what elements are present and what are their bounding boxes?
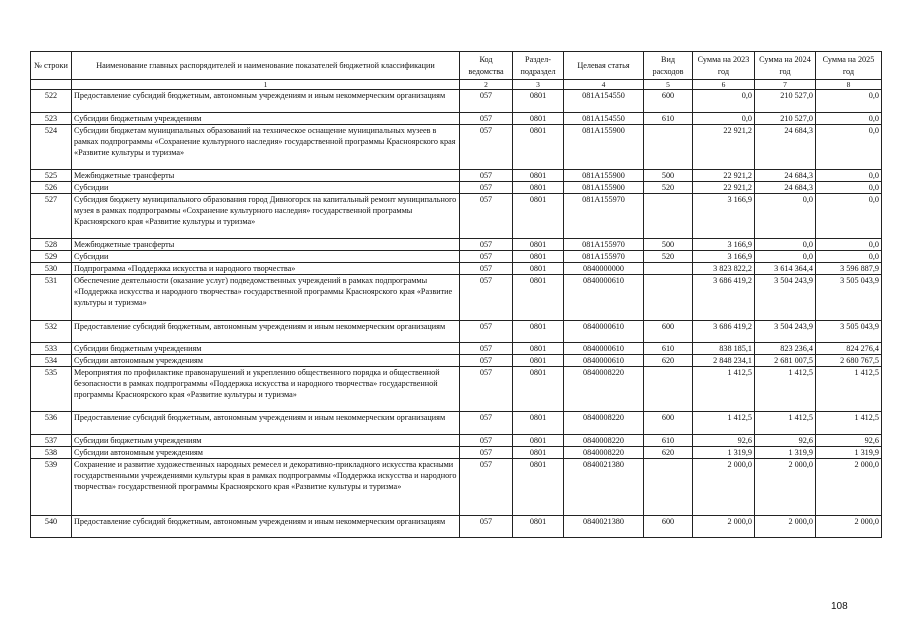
column-number: 5: [644, 80, 693, 90]
table-row: [31, 112, 882, 124]
row-target: 0840000610: [564, 343, 644, 355]
row-sum-2024: 24 684,3: [755, 124, 816, 169]
row-sum-2023: 3 166,9: [693, 251, 755, 263]
row-sum-2023: 3 686 419,2: [693, 275, 755, 320]
row-name: Субсидии автономным учреждениям: [72, 447, 460, 459]
row-sum-2024: 1 319,9: [755, 447, 816, 459]
table-header: [31, 52, 882, 90]
table-row: [31, 90, 882, 113]
row-target: 0840000610: [564, 275, 644, 320]
row-target: 081A155970: [564, 239, 644, 251]
row-dept-code: 057: [460, 251, 513, 263]
column-number: 8: [816, 80, 882, 90]
row-exp-type: 620: [644, 355, 693, 367]
row-target: 0840021380: [564, 515, 644, 538]
row-sum-2023: 2 000,0: [693, 459, 755, 516]
row-sum-2024: 210 527,0: [755, 90, 816, 113]
row-number: 524: [31, 124, 72, 169]
row-exp-type: 610: [644, 435, 693, 447]
column-number: 1: [72, 80, 460, 90]
table-row: [31, 193, 882, 238]
row-sum-2025: 3 505 043,9: [816, 320, 882, 343]
table-row: [31, 251, 882, 263]
row-number: 537: [31, 435, 72, 447]
row-name: Обеспечение деятельности (оказание услуг) подведомственных учреждений в рамках подпрограммы «Поддержка искусства и народного творчества» государственной программы Красноярского края «Развитие культуры и туризма»: [72, 275, 460, 320]
row-exp-type: 500: [644, 169, 693, 181]
row-name: Субсидии: [72, 181, 460, 193]
row-name: Мероприятия по профилактике правонарушений и укреплению общественного порядка и общественной безопасности в рамках подпрограммы «Поддержка искусства и народного творчества» государственной программы Красноярского края «Развитие культуры и туризма»: [72, 367, 460, 412]
column-number-row: [31, 80, 882, 90]
header-exp-type: Вид расходов: [644, 52, 693, 80]
column-number: 6: [693, 80, 755, 90]
row-exp-type: 610: [644, 343, 693, 355]
row-section: 0801: [513, 412, 564, 435]
row-dept-code: 057: [460, 90, 513, 113]
row-sum-2024: 823 236,4: [755, 343, 816, 355]
row-sum-2025: 0,0: [816, 112, 882, 124]
row-target: 081A154550: [564, 112, 644, 124]
row-sum-2024: 24 684,3: [755, 169, 816, 181]
row-sum-2025: 1 412,5: [816, 367, 882, 412]
row-exp-type: 600: [644, 515, 693, 538]
row-section: 0801: [513, 251, 564, 263]
row-sum-2024: 2 681 007,5: [755, 355, 816, 367]
row-sum-2025: 92,6: [816, 435, 882, 447]
row-sum-2025: 0,0: [816, 193, 882, 238]
row-dept-code: 057: [460, 193, 513, 238]
row-sum-2023: 3 823 822,2: [693, 263, 755, 275]
row-sum-2024: 2 000,0: [755, 515, 816, 538]
row-sum-2024: 3 504 243,9: [755, 275, 816, 320]
row-number: 526: [31, 181, 72, 193]
row-target: 0840008220: [564, 367, 644, 412]
row-sum-2024: 1 412,5: [755, 367, 816, 412]
row-name: Сохранение и развитие художественных народных ремесел и декоративно-прикладного искусства красными государственными учреждениями культуры края в рамках подпрограммы «Поддержка искусства и народного творчества» государственной программы Красноярского края «Развитие культуры и туризма»: [72, 459, 460, 516]
table-row: [31, 515, 882, 538]
row-name: Предоставление субсидий бюджетным, автономным учреждениям и иным некоммерческим организациям: [72, 412, 460, 435]
row-sum-2024: 0,0: [755, 251, 816, 263]
row-sum-2025: 3 596 887,9: [816, 263, 882, 275]
row-target: 0840000000: [564, 263, 644, 275]
row-section: 0801: [513, 320, 564, 343]
row-sum-2025: 2 000,0: [816, 515, 882, 538]
row-sum-2025: 0,0: [816, 169, 882, 181]
row-sum-2023: 3 166,9: [693, 239, 755, 251]
row-dept-code: 057: [460, 124, 513, 169]
row-number: 523: [31, 112, 72, 124]
row-number: 525: [31, 169, 72, 181]
row-sum-2025: 2 680 767,5: [816, 355, 882, 367]
row-sum-2023: 22 921,2: [693, 181, 755, 193]
row-target: 0840008220: [564, 412, 644, 435]
header-name: Наименование главных распорядителей и наименование показателей бюджетной классификации: [72, 52, 460, 80]
row-name: Предоставление субсидий бюджетным, автономным учреждениям и иным некоммерческим организациям: [72, 320, 460, 343]
row-number: 533: [31, 343, 72, 355]
row-target: 0840008220: [564, 435, 644, 447]
row-name: Субсидии: [72, 251, 460, 263]
row-number: 534: [31, 355, 72, 367]
row-number: 522: [31, 90, 72, 113]
row-target: 081A155900: [564, 124, 644, 169]
row-sum-2024: 1 412,5: [755, 412, 816, 435]
row-name: Предоставление субсидий бюджетным, автономным учреждениям и иным некоммерческим организациям: [72, 90, 460, 113]
table-row: [31, 124, 882, 169]
row-name: Субсидии бюджетным учреждениям: [72, 112, 460, 124]
row-sum-2024: 0,0: [755, 239, 816, 251]
row-sum-2025: 1 319,9: [816, 447, 882, 459]
row-number: 528: [31, 239, 72, 251]
row-sum-2023: 1 319,9: [693, 447, 755, 459]
row-dept-code: 057: [460, 169, 513, 181]
header-dept-code: Код ведомства: [460, 52, 513, 80]
row-dept-code: 057: [460, 343, 513, 355]
row-section: 0801: [513, 124, 564, 169]
row-sum-2025: 0,0: [816, 124, 882, 169]
row-sum-2023: 22 921,2: [693, 169, 755, 181]
row-name: Субсидии бюджетам муниципальных образований на техническое оснащение муниципальных музеев в рамках подпрограммы «Сохранение культурного наследия» государственной программы Красноярского края «Развитие культуры и туризма»: [72, 124, 460, 169]
row-dept-code: 057: [460, 181, 513, 193]
column-number: 7: [755, 80, 816, 90]
row-dept-code: 057: [460, 459, 513, 516]
row-dept-code: 057: [460, 320, 513, 343]
header-sum-2024: Сумма на 2024 год: [755, 52, 816, 80]
column-number: 3: [513, 80, 564, 90]
table-row: [31, 447, 882, 459]
row-name: Предоставление субсидий бюджетным, автономным учреждениям и иным некоммерческим организациям: [72, 515, 460, 538]
row-name: Межбюджетные трансферты: [72, 239, 460, 251]
row-number: 530: [31, 263, 72, 275]
row-exp-type: 610: [644, 112, 693, 124]
row-dept-code: 057: [460, 112, 513, 124]
row-section: 0801: [513, 355, 564, 367]
row-target: 081A155970: [564, 193, 644, 238]
row-exp-type: 600: [644, 412, 693, 435]
row-exp-type: [644, 263, 693, 275]
row-sum-2025: 2 000,0: [816, 459, 882, 516]
row-exp-type: 520: [644, 251, 693, 263]
header-row-no: № строки: [31, 52, 72, 80]
row-number: 532: [31, 320, 72, 343]
table-row: [31, 435, 882, 447]
row-name: Субсидия бюджету муниципального образования город Дивногорск на капитальный ремонт муниципального музея в рамках подпрограммы «Сохранение культурного наследия» государственной программы Красноярского края «Развитие культуры и туризма»: [72, 193, 460, 238]
row-number: 538: [31, 447, 72, 459]
row-section: 0801: [513, 367, 564, 412]
row-number: 536: [31, 412, 72, 435]
row-number: 531: [31, 275, 72, 320]
header-sum-2023: Сумма на 2023 год: [693, 52, 755, 80]
row-sum-2024: 3 504 243,9: [755, 320, 816, 343]
row-dept-code: 057: [460, 263, 513, 275]
row-exp-type: [644, 367, 693, 412]
row-section: 0801: [513, 447, 564, 459]
row-sum-2023: 0,0: [693, 112, 755, 124]
row-dept-code: 057: [460, 367, 513, 412]
table-row: [31, 412, 882, 435]
row-target: 0840000610: [564, 320, 644, 343]
row-sum-2024: 0,0: [755, 193, 816, 238]
row-sum-2023: 92,6: [693, 435, 755, 447]
table-row: [31, 169, 882, 181]
row-name: Субсидии бюджетным учреждениям: [72, 435, 460, 447]
row-name: Межбюджетные трансферты: [72, 169, 460, 181]
table-body: [31, 90, 882, 538]
page-number: 108: [831, 601, 848, 612]
row-dept-code: 057: [460, 355, 513, 367]
row-sum-2025: 0,0: [816, 181, 882, 193]
table-row: [31, 239, 882, 251]
row-number: 535: [31, 367, 72, 412]
row-number: 527: [31, 193, 72, 238]
table-row: [31, 343, 882, 355]
row-section: 0801: [513, 112, 564, 124]
row-section: 0801: [513, 169, 564, 181]
row-target: 081A155900: [564, 169, 644, 181]
row-name: Субсидии автономным учреждениям: [72, 355, 460, 367]
row-sum-2024: 2 000,0: [755, 459, 816, 516]
table-row: [31, 263, 882, 275]
row-sum-2024: 92,6: [755, 435, 816, 447]
row-name: Подпрограмма «Поддержка искусства и народного творчества»: [72, 263, 460, 275]
row-exp-type: [644, 459, 693, 516]
row-section: 0801: [513, 263, 564, 275]
row-target: 0840008220: [564, 447, 644, 459]
row-exp-type: [644, 124, 693, 169]
row-exp-type: [644, 275, 693, 320]
table-row: [31, 275, 882, 320]
header-row: [31, 52, 882, 80]
row-exp-type: [644, 193, 693, 238]
row-target: 081A155970: [564, 251, 644, 263]
row-section: 0801: [513, 193, 564, 238]
row-exp-type: 600: [644, 320, 693, 343]
table-row: [31, 367, 882, 412]
header-section: Раздел-подраздел: [513, 52, 564, 80]
row-number: 540: [31, 515, 72, 538]
row-exp-type: 520: [644, 181, 693, 193]
row-sum-2024: 3 614 364,4: [755, 263, 816, 275]
row-exp-type: 500: [644, 239, 693, 251]
table-row: [31, 181, 882, 193]
row-exp-type: 600: [644, 90, 693, 113]
budget-table: [30, 51, 882, 538]
row-name: Субсидии бюджетным учреждениям: [72, 343, 460, 355]
row-section: 0801: [513, 239, 564, 251]
row-sum-2025: 1 412,5: [816, 412, 882, 435]
row-sum-2024: 24 684,3: [755, 181, 816, 193]
table-row: [31, 355, 882, 367]
row-exp-type: 620: [644, 447, 693, 459]
row-sum-2023: 1 412,5: [693, 367, 755, 412]
row-sum-2024: 210 527,0: [755, 112, 816, 124]
row-sum-2025: 0,0: [816, 251, 882, 263]
row-section: 0801: [513, 459, 564, 516]
row-sum-2025: 0,0: [816, 90, 882, 113]
row-sum-2025: 3 505 043,9: [816, 275, 882, 320]
row-section: 0801: [513, 343, 564, 355]
row-section: 0801: [513, 515, 564, 538]
row-sum-2023: 2 000,0: [693, 515, 755, 538]
row-sum-2025: 0,0: [816, 239, 882, 251]
row-sum-2023: 2 848 234,1: [693, 355, 755, 367]
header-target: Целевая статья: [564, 52, 644, 80]
row-section: 0801: [513, 275, 564, 320]
row-dept-code: 057: [460, 239, 513, 251]
row-sum-2023: 838 185,1: [693, 343, 755, 355]
row-sum-2025: 824 276,4: [816, 343, 882, 355]
row-dept-code: 057: [460, 515, 513, 538]
column-number: [31, 80, 72, 90]
row-target: 0840000610: [564, 355, 644, 367]
row-dept-code: 057: [460, 275, 513, 320]
column-number: 4: [564, 80, 644, 90]
row-sum-2023: 0,0: [693, 90, 755, 113]
row-target: 0840021380: [564, 459, 644, 516]
row-section: 0801: [513, 90, 564, 113]
table-row: [31, 320, 882, 343]
row-sum-2023: 3 166,9: [693, 193, 755, 238]
column-number: 2: [460, 80, 513, 90]
row-dept-code: 057: [460, 447, 513, 459]
row-target: 081A154550: [564, 90, 644, 113]
row-number: 529: [31, 251, 72, 263]
row-dept-code: 057: [460, 412, 513, 435]
row-sum-2023: 3 686 419,2: [693, 320, 755, 343]
row-number: 539: [31, 459, 72, 516]
row-target: 081A155900: [564, 181, 644, 193]
row-section: 0801: [513, 181, 564, 193]
row-section: 0801: [513, 435, 564, 447]
row-sum-2023: 22 921,2: [693, 124, 755, 169]
table-row: [31, 459, 882, 516]
header-sum-2025: Сумма на 2025 год: [816, 52, 882, 80]
row-sum-2023: 1 412,5: [693, 412, 755, 435]
row-dept-code: 057: [460, 435, 513, 447]
